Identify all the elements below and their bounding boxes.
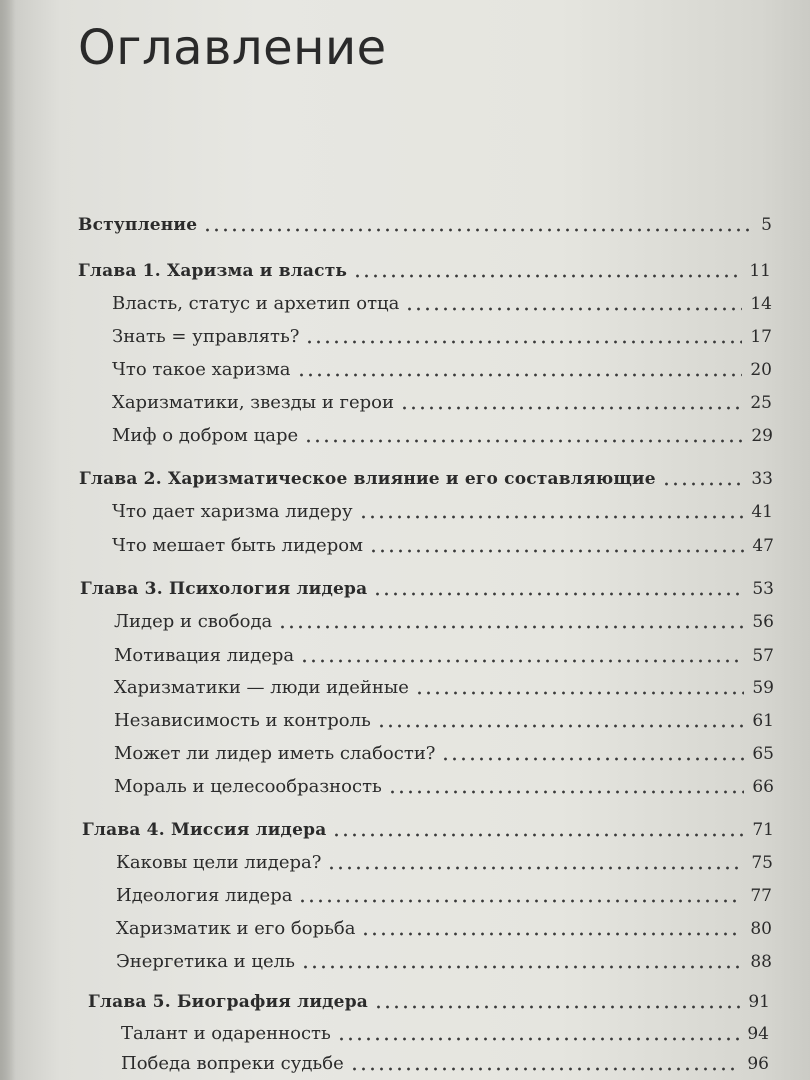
toc-entry-page: 11	[749, 261, 771, 281]
toc-entry-section	[116, 914, 772, 944]
toc-entry-title: Что такое харизма	[112, 359, 291, 380]
dot-leader	[388, 790, 745, 794]
dot-leader	[305, 340, 742, 344]
dot-leader	[203, 228, 753, 232]
dot-leader	[662, 482, 744, 486]
toc-entry-title: Харизматики — люди идейные	[114, 677, 409, 698]
toc-entry-title: Харизматики, звезды и герои	[112, 392, 394, 413]
toc-entry-title: Глава 3. Психология лидера	[80, 579, 368, 599]
toc-entry-page: 75	[751, 853, 773, 873]
toc-entry-section	[112, 531, 774, 561]
dot-leader	[337, 1037, 740, 1041]
toc-entry-section	[112, 289, 772, 319]
dot-leader	[327, 866, 743, 870]
toc-entry-chapter-2	[79, 464, 773, 494]
toc-entry-title: Глава 2. Харизматическое влияние и его составляющие	[79, 469, 656, 489]
toc-entry-page: 5	[761, 215, 772, 235]
toc-entry-page: 71	[752, 820, 774, 840]
dot-leader	[359, 515, 744, 519]
toc-entry-section	[114, 607, 774, 637]
dot-leader	[353, 274, 741, 278]
toc-entry-section	[112, 388, 772, 418]
dot-leader	[332, 833, 744, 837]
toc-entry-section	[112, 322, 772, 352]
toc-entry-page: 20	[750, 360, 772, 380]
toc-entry-title: Власть, статус и архетип отца	[112, 293, 400, 314]
dot-leader	[415, 691, 744, 695]
toc-entry-section	[114, 772, 774, 802]
toc-entry-page: 33	[751, 469, 773, 489]
toc-entry-page: 77	[750, 886, 772, 906]
toc-entry-chapter-1	[78, 256, 771, 286]
toc-entry-title: Что мешает быть лидером	[112, 535, 364, 556]
toc-entry-section	[114, 739, 774, 769]
toc-entry-title: Миф о добром царе	[112, 425, 299, 446]
toc-entry-title: Каковы цели лидера?	[116, 852, 322, 873]
toc-entry-page: 91	[748, 992, 770, 1012]
toc-entry-title: Победа вопреки судьбе	[121, 1053, 344, 1074]
toc-entry-section	[112, 421, 773, 451]
toc-entry-section	[112, 355, 772, 385]
toc-entry-title: Харизматик и его борьба	[116, 918, 356, 939]
toc-entry-page: 88	[750, 952, 772, 972]
toc-entry-title: Идеология лидера	[116, 885, 293, 906]
toc-entry-page: 96	[747, 1054, 769, 1074]
toc-entry-page: 41	[751, 502, 773, 522]
toc-entry-title: Может ли лидер иметь слабости?	[114, 743, 436, 764]
toc-entry-title: Что дает харизма лидеру	[112, 501, 353, 522]
dot-leader	[405, 307, 742, 311]
toc-entry-section	[114, 706, 774, 736]
toc-entry-page: 61	[752, 711, 774, 731]
page-heading: Оглавление	[78, 20, 387, 76]
dot-leader	[350, 1067, 740, 1071]
toc-entry-title: Глава 4. Миссия лидера	[82, 820, 327, 840]
dot-leader	[278, 625, 744, 629]
toc-entry-page: 57	[752, 646, 774, 666]
toc-entry-chapter-5	[88, 987, 770, 1017]
toc-entry-section	[116, 881, 772, 911]
toc-entry-section	[114, 641, 774, 671]
toc-entry-title: Талант и одаренность	[121, 1023, 331, 1044]
dot-leader	[301, 965, 742, 969]
toc-entry-title: Вступление	[78, 215, 198, 235]
toc-entry-page: 47	[752, 536, 774, 556]
toc-entry-section	[112, 497, 773, 527]
toc-entry-section	[121, 1049, 769, 1079]
dot-leader	[298, 899, 742, 903]
dot-leader	[441, 757, 744, 761]
toc-entry-page: 53	[752, 579, 774, 599]
dot-leader	[377, 724, 744, 728]
toc-entry-page: 66	[752, 777, 774, 797]
dot-leader	[400, 406, 742, 410]
toc-entry-chapter-4	[82, 815, 774, 845]
toc-entry-intro	[78, 210, 772, 240]
toc-entry-chapter-3	[80, 574, 774, 604]
toc-entry-title: Глава 5. Биография лидера	[88, 992, 369, 1012]
toc-entry-page: 56	[752, 612, 774, 632]
toc-entry-page: 65	[752, 744, 774, 764]
dot-leader	[373, 592, 744, 596]
toc-entry-section	[114, 673, 774, 703]
toc-entry-page: 94	[747, 1024, 769, 1044]
toc-entry-title: Энергетика и цель	[116, 951, 295, 972]
dot-leader	[361, 932, 742, 936]
toc-entry-title: Глава 1. Харизма и власть	[78, 261, 348, 281]
toc-entry-title: Лидер и свобода	[114, 611, 273, 632]
dot-leader	[297, 373, 743, 377]
toc-entry-page: 14	[750, 294, 772, 314]
dot-leader	[300, 659, 744, 663]
toc-entry-page: 29	[751, 426, 773, 446]
toc-entry-section	[116, 947, 772, 977]
toc-entry-page: 17	[750, 327, 772, 347]
toc-entry-section	[116, 848, 773, 878]
toc-entry-page: 80	[750, 919, 772, 939]
toc-entry-page: 59	[752, 678, 774, 698]
toc-entry-title: Независимость и контроль	[114, 710, 371, 731]
dot-leader	[374, 1005, 740, 1009]
toc-entry-title: Мораль и целесообразность	[114, 776, 382, 797]
dot-leader	[369, 549, 744, 553]
toc-entry-title: Знать = управлять?	[112, 326, 300, 347]
toc-entry-title: Мотивация лидера	[114, 645, 295, 666]
toc-entry-page: 25	[750, 393, 772, 413]
dot-leader	[304, 439, 743, 443]
toc-entry-section	[121, 1019, 769, 1049]
